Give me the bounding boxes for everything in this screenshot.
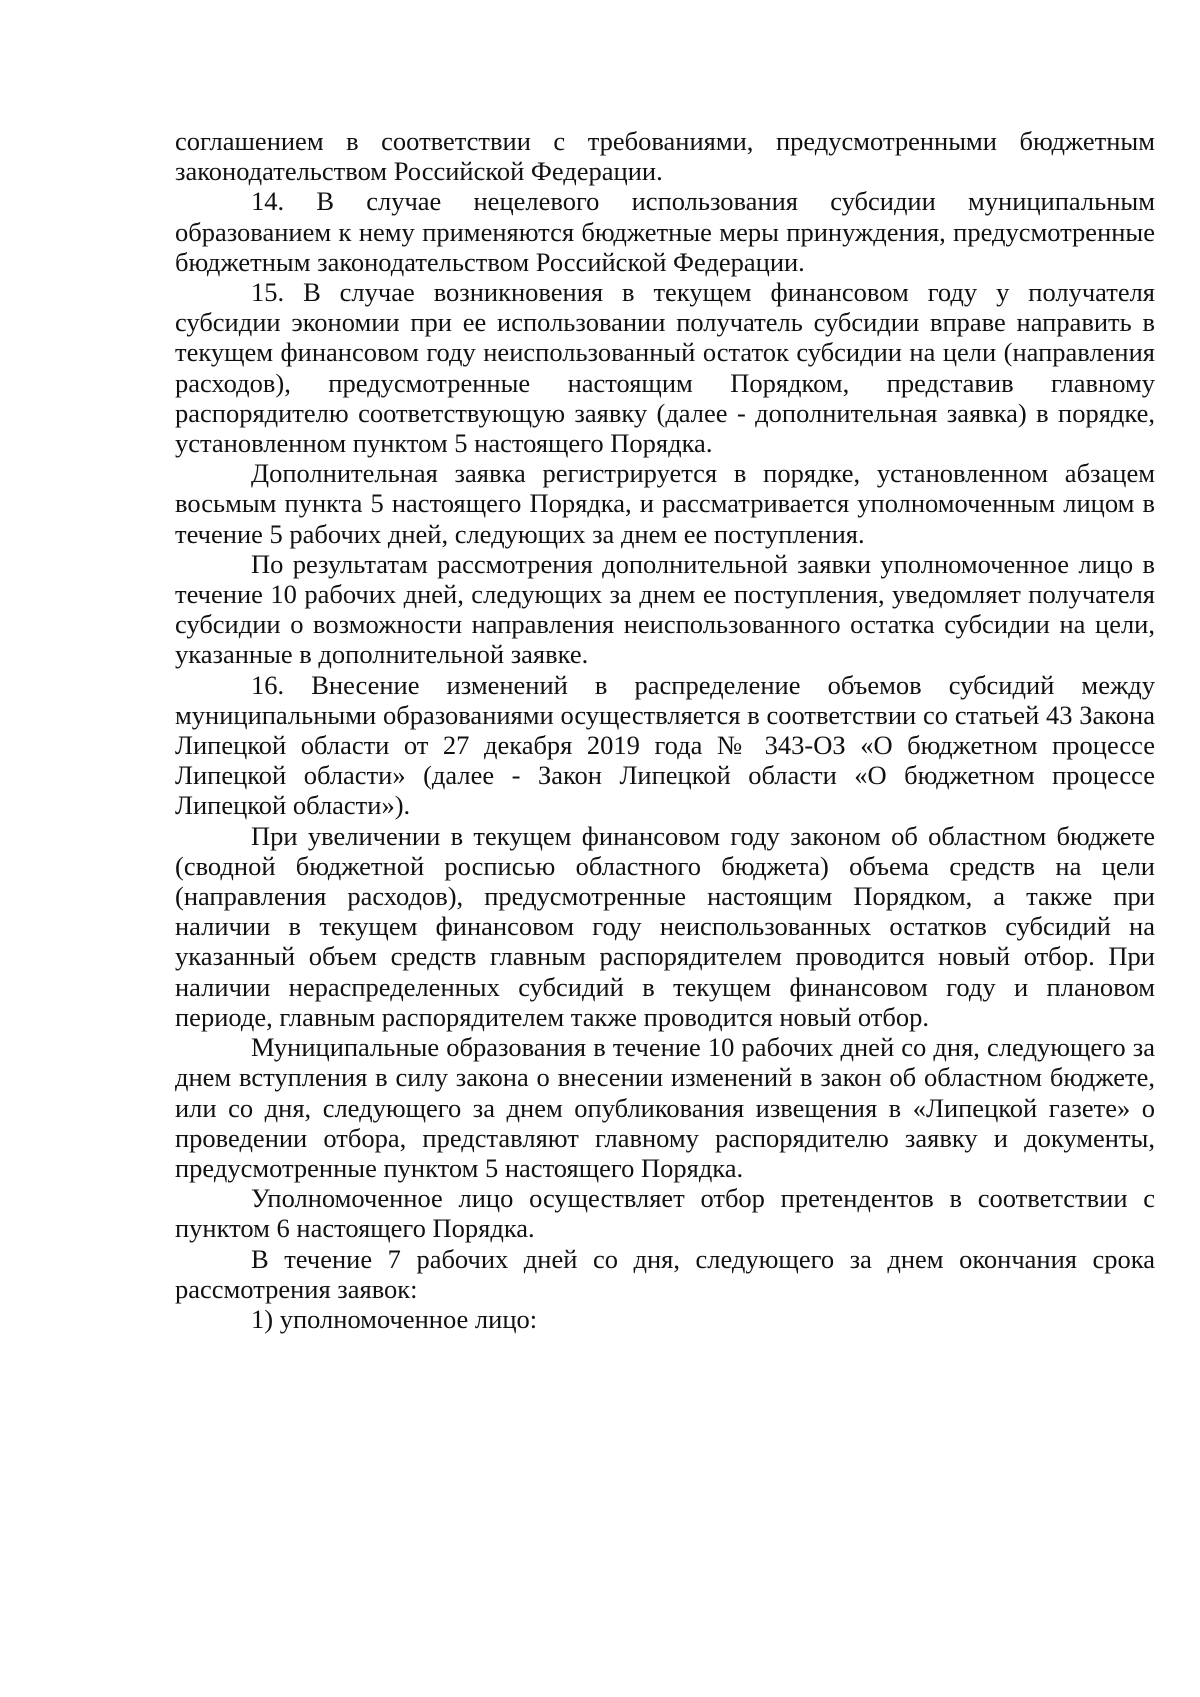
paragraph-review-results: По результатам рассмотрения дополнительной заявки уполномоченное лицо в течение 10 рабочих дней, следующих за днем ее поступления, уведомляет получателя субсидии о возможности направления неиспользованного остатка субсидии на цели, указанные в дополнительной заявке. [175, 548, 1155, 670]
paragraph-continuation: соглашением в соответствии с требованиями, предусмотренными бюджетным законодательством Российской Федерации. [175, 126, 1155, 187]
paragraph-selection-procedure: Уполномоченное лицо осуществляет отбор претендентов в соответствии с пунктом 6 настоящего Порядка. [175, 1183, 1155, 1244]
paragraph-additional-application: Дополнительная заявка регистрируется в порядке, установленном абзацем восьмым пункта 5 настоящего Порядка, и рассматривается уполномоченным лицом в течение 5 рабочих дней, следующих за днем ее поступления. [175, 458, 1155, 549]
paragraph-item-15: 15. В случае возникновения в текущем финансовом году у получателя субсидии экономии при ее использовании получатель субсидии вправе направить в текущем финансовом году неиспользованный остаток субсидии на цели (направления расходов), предусмотренные настоящим Порядком, представив главному распорядителю соответствующую заявку (далее - дополнительная заявка) в порядке, установленном пунктом 5 настоящего Порядка. [175, 277, 1155, 459]
paragraph-item-14: 14. В случае нецелевого использования субсидии муниципальным образованием к нему применяются бюджетные меры принуждения, предусмотренные бюджетным законодательством Российской Федерации. [175, 186, 1155, 277]
paragraph-item-16: 16. Внесение изменений в распределение объемов субсидий между муниципальными образованиями осуществляется в соответствии со статьей 43 Закона Липецкой области от 27 декабря 2019 года № 343-ОЗ «О бюджетном процессе Липецкой области» (далее - Закон Липецкой области «О бюджетном процессе Липецкой области»). [175, 669, 1155, 821]
paragraph-seven-days: В течение 7 рабочих дней со дня, следующего за днем окончания срока рассмотрения заявок: [175, 1243, 1155, 1304]
document-body [175, 126, 1155, 1334]
paragraph-new-selection: При увеличении в текущем финансовом году законом об областном бюджете (сводной бюджетной росписью областного бюджета) объема средств на цели (направления расходов), предусмотренные настоящим Порядком, а также при наличии в текущем финансовом году неиспользованных остатков субсидий на указанный объем средств главным распорядителем проводится новый отбор. При наличии нераспределенных субсидий в текущем финансовом году и плановом периоде, главным распорядителем также проводится новый отбор. [175, 820, 1155, 1032]
paragraph-municipal-submission: Муниципальные образования в течение 10 рабочих дней со дня, следующего за днем вступления в силу закона о внесении изменений в закон об областном бюджете, или со дня, следующего за днем опубликования извещения в «Липецкой газете» о проведении отбора, представляют главному распорядителю заявку и документы, предусмотренные пунктом 5 настоящего Порядка. [175, 1032, 1155, 1183]
paragraph-subitem-1: 1) уполномоченное лицо: [251, 1303, 538, 1334]
